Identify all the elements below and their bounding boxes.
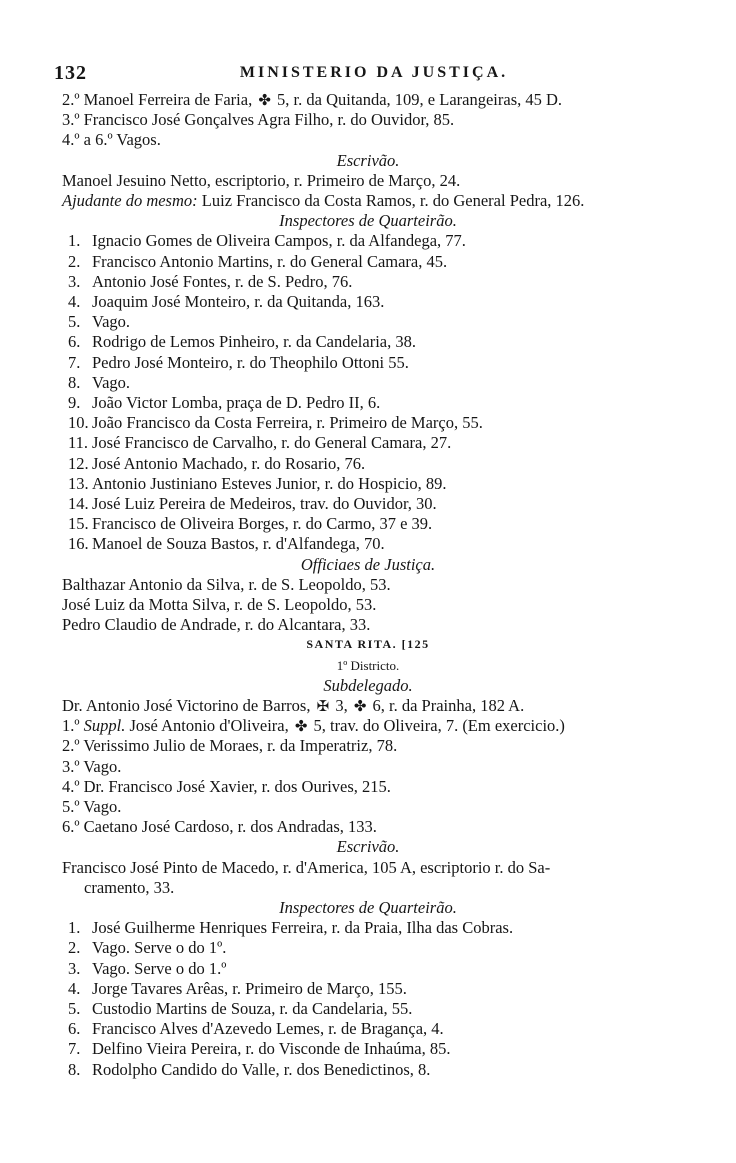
entry-number: 6. bbox=[68, 1019, 81, 1039]
inspector-entry bbox=[68, 332, 416, 352]
inspector-entry bbox=[68, 433, 452, 453]
line-text-cont: Luiz Francisco da Costa Ramos, r. do General Pedra, 126. bbox=[197, 191, 585, 210]
line-text: 3.º Francisco José Gonçalves Agra Filho, r. do Ouvidor, 85. bbox=[62, 110, 455, 130]
entry-number: 14. bbox=[68, 494, 89, 513]
text-line bbox=[62, 575, 391, 594]
inspector-entry bbox=[68, 231, 466, 251]
line-text: Dr. Antonio José Victorino de Barros, bbox=[62, 696, 315, 715]
line-text: Escrivão. bbox=[336, 150, 400, 170]
line-text: 3.º Vago. bbox=[62, 756, 122, 776]
inspector-entry bbox=[68, 938, 227, 958]
line-text: Vago. Serve o do 1.º bbox=[92, 958, 227, 978]
inspector-entry bbox=[68, 393, 381, 412]
text-line bbox=[62, 191, 584, 210]
line-text: José Luiz da Motta Silva, r. de S. Leopoldo, 53. bbox=[62, 595, 377, 614]
line-text: José Antonio Machado, r. do Rosario, 76. bbox=[92, 453, 366, 473]
entry-number: 2. bbox=[68, 938, 81, 958]
line-text: Vago. bbox=[92, 312, 131, 332]
line-text: Escrivão. bbox=[336, 837, 400, 857]
entry-number: 10. bbox=[68, 413, 89, 433]
text-line bbox=[62, 171, 460, 190]
line-text-cont: 6, r. da Prainha, 182 A. bbox=[368, 696, 525, 715]
line-text-cont: [125 bbox=[397, 637, 430, 652]
text-line bbox=[0, 837, 736, 856]
text-line bbox=[62, 817, 377, 836]
line-text: Francisco José Pinto de Macedo, r. d'America, 105 A, escriptorio r. do Sa- bbox=[62, 857, 551, 877]
rose-icon: ✤ bbox=[353, 699, 367, 715]
inspector-entry bbox=[68, 514, 433, 534]
entry-number: 3. bbox=[68, 271, 81, 291]
inspector-entry bbox=[68, 1019, 444, 1039]
line-text: Francisco de Oliveira Borges, r. do Carmo, 37 e 39. bbox=[92, 514, 433, 534]
text-line bbox=[84, 878, 174, 897]
line-text: 2.º Manoel Ferreira de Faria, bbox=[62, 90, 257, 109]
text-line bbox=[62, 716, 565, 737]
entry-number: 1. bbox=[68, 231, 81, 251]
line-text-cont: José Antonio d'Oliveira, bbox=[125, 716, 293, 736]
page-header bbox=[54, 62, 694, 86]
inspector-entry bbox=[68, 271, 353, 291]
line-text: Pedro José Monteiro, r. do Theophilo Ottoni 55. bbox=[92, 352, 409, 372]
text-line bbox=[0, 211, 736, 230]
line-text-italic: Suppl. bbox=[83, 716, 126, 736]
inspector-entry bbox=[68, 292, 385, 311]
inspector-entry bbox=[68, 312, 131, 332]
entry-number: 11. bbox=[68, 433, 89, 453]
line-text: Delfino Vieira Pereira, r. do Visconde de Inhaúma, 85. bbox=[92, 1039, 451, 1059]
entry-number: 5. bbox=[68, 312, 81, 332]
line-text: Ignacio Gomes de Oliveira Campos, r. da Alfandega, 77. bbox=[92, 231, 466, 251]
line-text-cont: 5, r. da Quitanda, 109, e Larangeiras, 45 D. bbox=[272, 90, 563, 109]
entry-number: 7. bbox=[68, 352, 81, 372]
text-line bbox=[62, 110, 454, 129]
inspector-entry bbox=[68, 473, 447, 493]
line-text: Rodolpho Candido do Valle, r. dos Benedictinos, 8. bbox=[92, 1059, 431, 1079]
line-text: Rodrigo de Lemos Pinheiro, r. da Candelaria, 38. bbox=[92, 332, 416, 352]
entry-number: 6. bbox=[68, 332, 81, 352]
rose-icon: ✤ bbox=[258, 93, 271, 109]
text-line bbox=[62, 130, 161, 149]
inspector-entry bbox=[68, 534, 385, 554]
running-title: MINISTERIO DA JUSTIÇA. bbox=[239, 64, 509, 81]
entry-number: 16. bbox=[68, 534, 89, 554]
inspector-entry bbox=[68, 494, 437, 513]
text-line bbox=[0, 151, 736, 170]
cross-icon: ✠ bbox=[316, 699, 330, 715]
rose-icon: ✤ bbox=[294, 719, 308, 736]
text-line bbox=[62, 797, 121, 816]
line-text: Ajudante do mesmo: bbox=[62, 191, 198, 210]
entry-number: 9. bbox=[68, 393, 81, 412]
inspector-entry bbox=[68, 413, 483, 433]
text-line bbox=[0, 898, 736, 917]
text-line bbox=[62, 736, 397, 755]
inspector-entry bbox=[68, 999, 413, 1018]
entry-number: 12. bbox=[68, 453, 89, 473]
line-text-cont: 3, bbox=[331, 696, 352, 715]
entry-number: 1. bbox=[68, 918, 81, 938]
line-text: Custodio Martins de Souza, r. da Candelaria, 55. bbox=[92, 999, 413, 1018]
line-text: Antonio Justiniano Esteves Junior, r. do Hospicio, 89. bbox=[92, 473, 447, 493]
inspector-entry bbox=[68, 958, 227, 978]
entry-number: 3. bbox=[68, 958, 81, 978]
line-text: Manoel Jesuino Netto, escriptorio, r. Primeiro de Março, 24. bbox=[62, 170, 461, 190]
line-text: 1º Districto. bbox=[336, 657, 400, 673]
line-text: 4.º Dr. Francisco José Xavier, r. dos Ourives, 215. bbox=[62, 776, 391, 796]
text-line bbox=[62, 595, 376, 614]
text-line bbox=[0, 555, 736, 574]
line-text: 1.º bbox=[62, 716, 84, 736]
line-text: Inspectores de Quarteirão. bbox=[279, 211, 457, 231]
text-line bbox=[62, 757, 121, 776]
line-text-cont: 5, trav. do Oliveira, 7. (Em exercicio.) bbox=[309, 716, 565, 736]
entry-number: 4. bbox=[68, 978, 81, 998]
line-text: João Victor Lomba, praça de D. Pedro II, 6. bbox=[92, 393, 381, 412]
line-text: Francisco Antonio Martins, r. do General Camara, 45. bbox=[92, 251, 448, 271]
line-text: Officiaes de Justiça. bbox=[300, 554, 436, 574]
text-line bbox=[0, 635, 736, 654]
line-text: Balthazar Antonio da Silva, r. de S. Leopoldo, 53. bbox=[62, 574, 391, 594]
text-line bbox=[0, 656, 736, 675]
text-line bbox=[62, 615, 370, 634]
line-text: Jorge Tavares Arêas, r. Primeiro de Março, 155. bbox=[92, 978, 407, 998]
entry-number: 7. bbox=[68, 1039, 81, 1059]
entry-number: 8. bbox=[68, 372, 81, 392]
line-text: João Francisco da Costa Ferreira, r. Primeiro de Março, 55. bbox=[92, 413, 483, 433]
line-text: Vago. Serve o do 1º. bbox=[92, 938, 227, 958]
line-text: Manoel de Souza Bastos, r. d'Alfandega, 70. bbox=[92, 534, 385, 554]
inspector-entry bbox=[68, 352, 409, 372]
line-text: SANTA RITA. bbox=[306, 637, 398, 652]
inspector-entry bbox=[68, 1059, 431, 1079]
text-line bbox=[0, 676, 736, 695]
line-text: Pedro Claudio de Andrade, r. do Alcantara, 33. bbox=[62, 615, 371, 635]
line-text: 5.º Vago. bbox=[62, 797, 122, 816]
line-text: 4.º a 6.º Vagos. bbox=[62, 130, 161, 150]
inspector-entry bbox=[68, 918, 514, 938]
inspector-entry bbox=[68, 251, 448, 271]
entry-number: 2. bbox=[68, 251, 81, 271]
text-line bbox=[62, 777, 391, 796]
text-line bbox=[62, 858, 550, 877]
inspector-entry bbox=[68, 372, 131, 392]
line-text: Vago. bbox=[92, 372, 131, 392]
line-text: 6.º Caetano José Cardoso, r. dos Andradas, 133. bbox=[62, 817, 377, 837]
entry-number: 15. bbox=[68, 514, 89, 534]
entry-number: 8. bbox=[68, 1059, 81, 1079]
inspector-entry bbox=[68, 453, 366, 473]
inspector-entry bbox=[68, 978, 407, 998]
entry-number: 4. bbox=[68, 292, 81, 311]
line-text: cramento, 33. bbox=[84, 877, 175, 897]
line-text: Francisco Alves d'Azevedo Lemes, r. de Bragança, 4. bbox=[92, 1019, 444, 1039]
entry-number: 13. bbox=[68, 473, 89, 493]
line-text: Inspectores de Quarteirão. bbox=[279, 898, 457, 917]
line-text: José Luiz Pereira de Medeiros, trav. do Ouvidor, 30. bbox=[92, 494, 437, 513]
line-text: Subdelegado. bbox=[323, 675, 413, 695]
line-text: José Guilherme Henriques Ferreira, r. da Praia, Ilha das Cobras. bbox=[92, 918, 514, 938]
line-text: Antonio José Fontes, r. de S. Pedro, 76. bbox=[92, 271, 353, 291]
entry-number: 5. bbox=[68, 999, 81, 1018]
inspector-entry bbox=[68, 1039, 451, 1059]
text-line bbox=[62, 90, 562, 111]
line-text: Joaquim José Monteiro, r. da Quitanda, 163. bbox=[92, 292, 385, 311]
line-text: 2.º Verissimo Julio de Moraes, r. da Imperatriz, 78. bbox=[62, 736, 398, 756]
text-line bbox=[62, 696, 524, 717]
line-text: José Francisco de Carvalho, r. do General Camara, 27. bbox=[92, 433, 452, 453]
page-number: 132 bbox=[54, 62, 87, 84]
